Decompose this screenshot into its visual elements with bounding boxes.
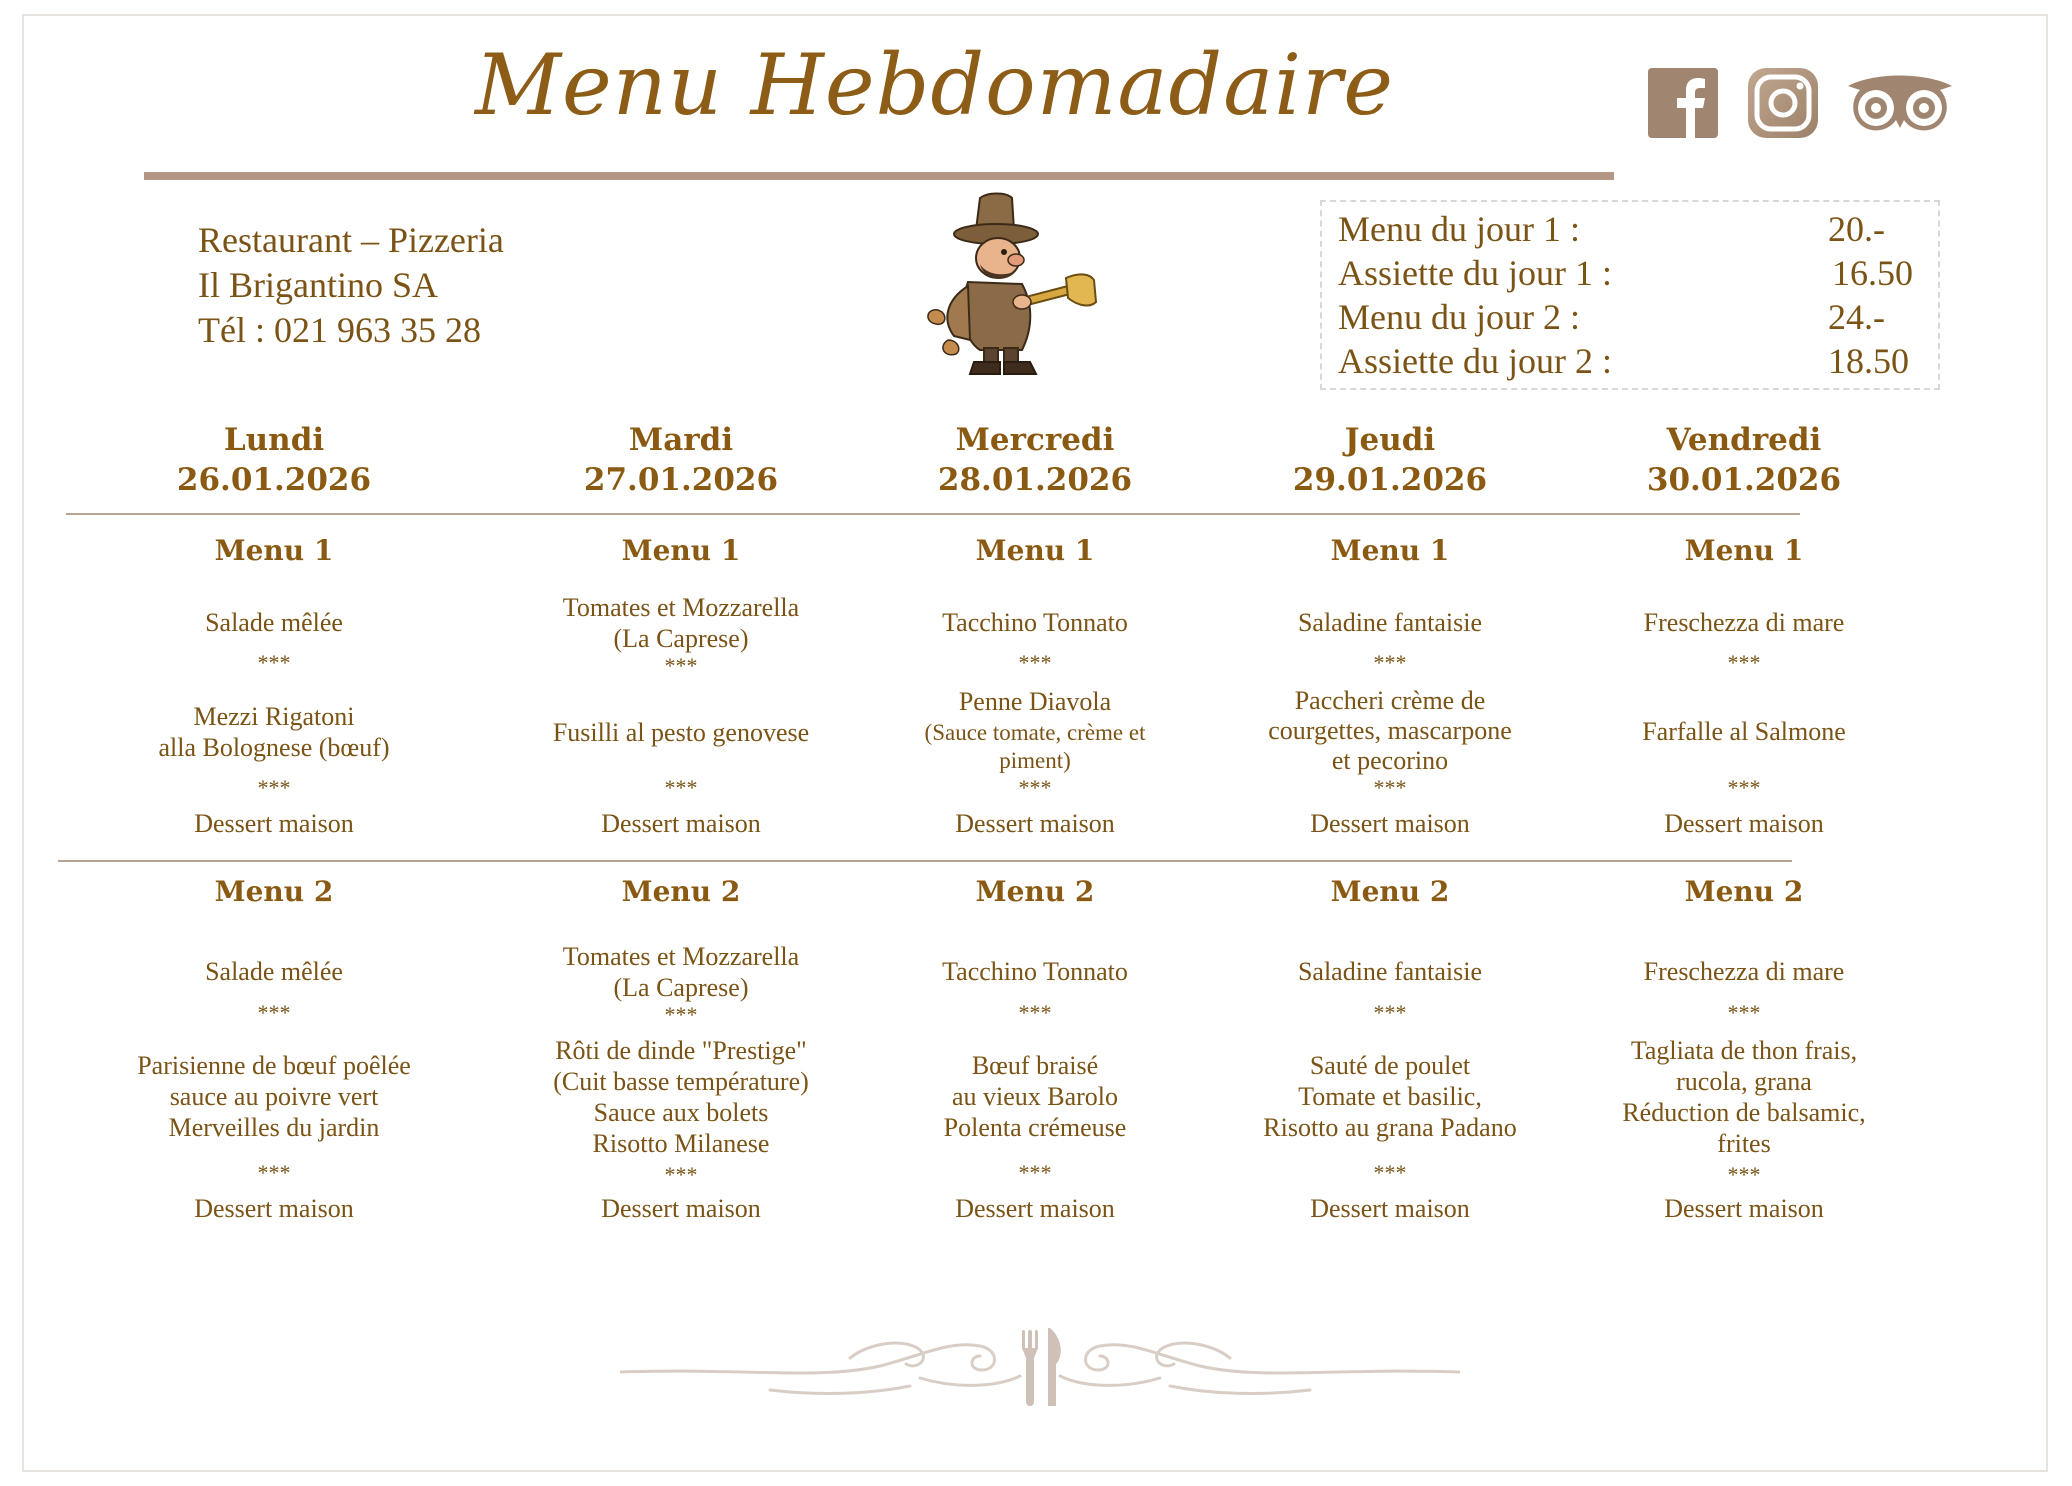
price-row — [1338, 208, 1918, 252]
menu1-main-note: (Sauce tomate, crème et piment) — [924, 720, 1146, 773]
menu1-main — [104, 701, 444, 763]
course-separator: *** — [257, 1160, 291, 1185]
day-name: Lundi — [223, 422, 325, 458]
course-separator: *** — [1018, 775, 1052, 800]
fork-knife-ornament-icon — [620, 1320, 1460, 1410]
course-separator: *** — [664, 1162, 698, 1187]
price-label: Assiette du jour 2 : — [1338, 341, 1612, 381]
day-date: 26.01.2026 — [176, 462, 372, 498]
menu1-starter: Salade mêlée — [205, 608, 343, 637]
menu1-starter: Saladine fantaisie — [1297, 608, 1483, 637]
menu1-starter: Tacchino Tonnato — [942, 608, 1128, 637]
menu1-main: Penne Diavola — [958, 687, 1112, 716]
course-separator: *** — [1018, 650, 1052, 675]
day-header-jeudi — [1220, 420, 1560, 500]
menu2-heading: Menu 2 — [1684, 875, 1804, 908]
menu1-heading: Menu 1 — [1684, 534, 1804, 567]
menu1-starter: Tomates et Mozzarella (La Caprese) — [562, 593, 800, 653]
restaurant-type: Restaurant – Pizzeria — [198, 220, 504, 260]
menu2-starter: Tacchino Tonnato — [942, 957, 1128, 986]
day-name: Mercredi — [955, 422, 1115, 458]
title-divider — [144, 172, 1614, 180]
tripadvisor-icon[interactable] — [1844, 68, 1956, 138]
day-date: 27.01.2026 — [583, 462, 779, 498]
day-header-lundi — [104, 420, 444, 500]
price-value: 20.- — [1828, 209, 1885, 249]
price-value: 24.- — [1828, 297, 1885, 337]
price-row — [1338, 340, 1918, 384]
menu2-heading: Menu 2 — [975, 875, 1095, 908]
menu2-dessert: Dessert maison — [194, 1194, 354, 1223]
price-label: Assiette du jour 1 : — [1338, 253, 1612, 293]
menu1-starter: Freschezza di mare — [1643, 608, 1845, 637]
price-label: Menu du jour 1 : — [1338, 209, 1580, 249]
menu1-main-text: Mezzi Rigatoni alla Bolognese (bœuf) — [158, 702, 390, 762]
course-separator: *** — [1727, 775, 1761, 800]
day-name: Jeudi — [1344, 422, 1436, 458]
course-separator: *** — [257, 775, 291, 800]
course-separator: *** — [1373, 775, 1407, 800]
menu2-starter: Freschezza di mare — [1643, 957, 1845, 986]
menu2-main: Sauté de poulet Tomate et basilic, Risotto au grana Padano — [1263, 1051, 1517, 1142]
menu2-dessert: Dessert maison — [1310, 1194, 1470, 1223]
day-date: 30.01.2026 — [1646, 462, 1842, 498]
course-separator: *** — [1373, 1000, 1407, 1025]
menu2-main: Bœuf braisé au vieux Barolo Polenta crémeuse — [943, 1051, 1127, 1142]
menu2-starter: Tomates et Mozzarella (La Caprese) — [562, 942, 800, 1002]
day-header-mardi — [511, 420, 851, 500]
course-separator: *** — [664, 653, 698, 678]
menu1-dessert: Dessert maison — [601, 809, 761, 838]
price-label: Menu du jour 2 : — [1338, 297, 1580, 337]
course-separator: *** — [1727, 650, 1761, 675]
menu1-heading: Menu 1 — [214, 534, 334, 567]
menu2-dessert: Dessert maison — [955, 1194, 1115, 1223]
menu2-main: Parisienne de bœuf poêlée sauce au poivre vert Merveilles du jardin — [137, 1051, 411, 1142]
menu2-starter: Saladine fantaisie — [1297, 957, 1483, 986]
menu1-dessert: Dessert maison — [1664, 809, 1824, 838]
restaurant-phone[interactable]: Tél : 021 963 35 28 — [198, 310, 481, 350]
menu1-main: Fusilli al pesto genovese — [552, 718, 810, 747]
course-separator: *** — [664, 775, 698, 800]
course-separator: *** — [1373, 1160, 1407, 1185]
menu1-main: Farfalle al Salmone — [1642, 717, 1846, 746]
price-list — [1320, 200, 1940, 390]
day-name: Mardi — [628, 422, 734, 458]
menu1-main: Paccheri crème de courgettes, mascarpone et pecorino — [1268, 686, 1512, 775]
menu2-main: Rôti de dinde "Prestige" (Cuit basse température) Sauce aux bolets Risotto Milanese — [553, 1036, 809, 1158]
page-title: Menu Hebdomadaire — [475, 36, 1395, 134]
course-separator: *** — [1018, 1160, 1052, 1185]
course-separator: *** — [1373, 650, 1407, 675]
menu1-dessert: Dessert maison — [955, 809, 1115, 838]
course-separator: *** — [257, 1000, 291, 1025]
course-separator: *** — [664, 1002, 698, 1027]
day-date: 29.01.2026 — [1292, 462, 1488, 498]
day-header-mercredi — [865, 420, 1205, 500]
menu-divider — [58, 860, 1792, 862]
menu1-heading: Menu 1 — [1330, 534, 1450, 567]
course-separator: *** — [1018, 1000, 1052, 1025]
price-value: 16.50 — [1832, 253, 1913, 293]
menu2-heading: Menu 2 — [621, 875, 741, 908]
restaurant-name: Il Brigantino SA — [198, 265, 438, 305]
price-value: 18.50 — [1828, 341, 1909, 381]
menu1-heading: Menu 1 — [621, 534, 741, 567]
facebook-icon[interactable] — [1648, 68, 1718, 138]
course-separator: *** — [257, 650, 291, 675]
menu1-dessert: Dessert maison — [194, 809, 354, 838]
price-row — [1338, 252, 1918, 296]
menu2-main: Tagliata de thon frais, rucola, grana Réduction de balsamic, frites — [1622, 1036, 1866, 1158]
menu2-starter: Salade mêlée — [205, 957, 343, 986]
day-name: Vendredi — [1666, 422, 1822, 458]
menu2-dessert: Dessert maison — [1664, 1194, 1824, 1223]
brigand-mascot-illustration — [918, 190, 1118, 380]
menu2-heading: Menu 2 — [214, 875, 334, 908]
instagram-icon[interactable] — [1748, 68, 1818, 138]
day-date: 28.01.2026 — [937, 462, 1133, 498]
restaurant-contact — [198, 218, 504, 353]
menu1-heading: Menu 1 — [975, 534, 1095, 567]
day-header-vendredi — [1574, 420, 1914, 500]
course-separator: *** — [1727, 1162, 1761, 1187]
menu1-dessert: Dessert maison — [1310, 809, 1470, 838]
header-divider — [66, 513, 1800, 515]
price-row — [1338, 296, 1918, 340]
menu2-heading: Menu 2 — [1330, 875, 1450, 908]
course-separator: *** — [1727, 1000, 1761, 1025]
menu2-dessert: Dessert maison — [601, 1194, 761, 1223]
